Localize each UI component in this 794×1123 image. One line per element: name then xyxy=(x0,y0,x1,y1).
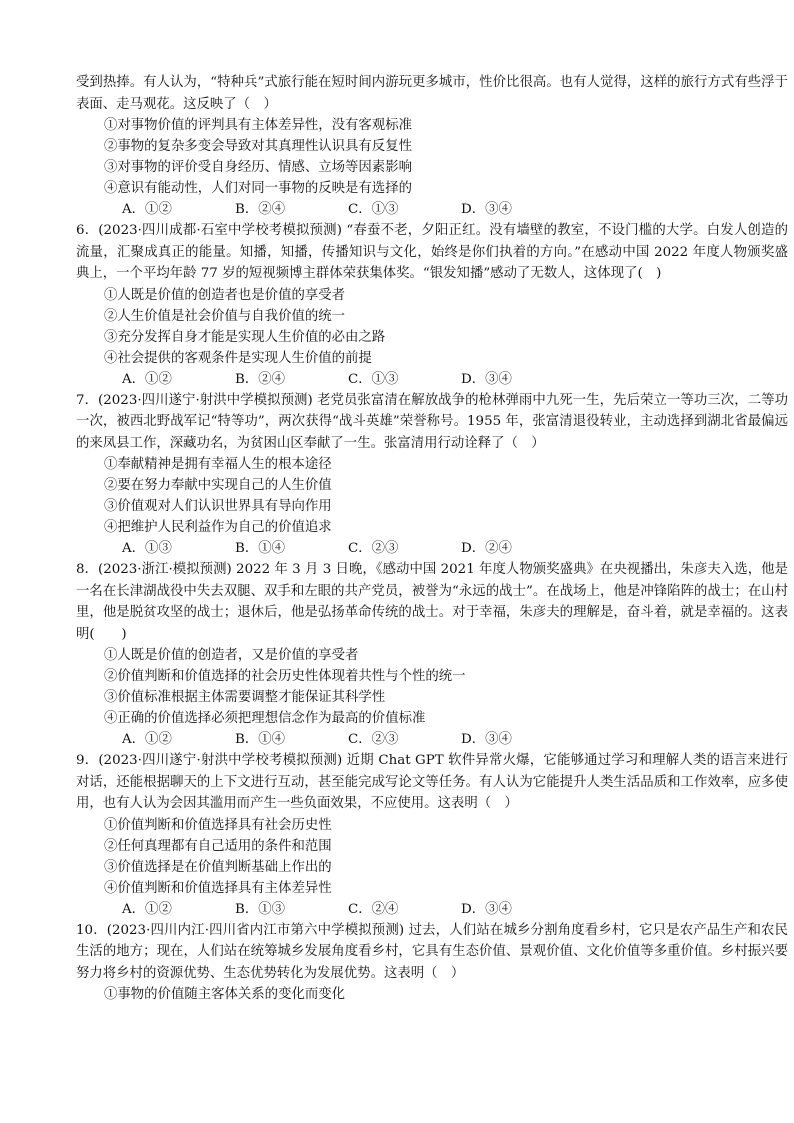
statement-option: ①人既是价值的创造者，又是价值的享受者 xyxy=(104,648,359,663)
answer-choice: B．①④ xyxy=(235,541,286,556)
answer-choice: D．②④ xyxy=(461,541,512,556)
statement-option: ④社会提供的客观条件是实现人生价值的前提 xyxy=(104,350,372,366)
question-text: 9．(2023·四川遂宁·射洪中学校考模拟预测) 近期 Chat GPT 软件异常火爆，它能够通过学习和理解人类的语言来进行对话，还能根据聊天的上下文进行互动，甚至能完成写论文等任务。有人认为它能提升人类生活品质和工作效率，应多使用，也有人认为会因其滥用而产生一些负面效果，不应使用。这表明（ ） xyxy=(76,753,788,811)
answer-choices xyxy=(76,538,788,559)
statement-option: ①奉献精神是拥有幸福人生的根本途径 xyxy=(104,457,332,472)
statement-option: ④正确的价值选择必须把理想信念作为最高的价值标准 xyxy=(104,711,426,726)
question-block xyxy=(76,920,788,1006)
statement-option: ④价值判断和价值选择具有主体差异性 xyxy=(104,880,332,896)
statement-option: ②人生价值是社会价值与自我价值的统一 xyxy=(104,308,346,324)
question-list xyxy=(76,72,788,1005)
answer-choice: C．②③ xyxy=(348,732,399,747)
statement-option: ①价值判断和价值选择具有社会历史性 xyxy=(104,817,332,833)
answer-choice: A．①③ xyxy=(122,541,172,556)
answer-choice: D．③④ xyxy=(461,371,512,387)
statement-option: ③充分发挥自身才能是实现人生价值的必由之路 xyxy=(104,329,386,345)
question-block xyxy=(76,750,788,920)
question-block xyxy=(76,220,788,390)
answer-choices xyxy=(76,369,788,390)
answer-choice: A．①② xyxy=(122,371,172,387)
question-text: 受到热捧。有人认为，“特种兵”式旅行能在短时间内游玩更多城市，性价比很高。也有人觉得，这样的旅行方式有些浮于表面、走马观花。这反映了（ ） xyxy=(76,75,788,112)
answer-choice: C．①③ xyxy=(348,371,399,387)
question-text: 8．(2023·浙江·模拟预测) 2022 年 3 月 3 日晚，《感动中国 2021 年度人物颁奖盛典》在央视播出，朱彦夫入选，他是一名在长津湖战役中失去双腿、双手和左眼的共产党员，被誉为“永远的战士”。在战场上，他是冲锋陷阵的战士；在山村里，他是脱贫攻坚的战士；退休后，他是弘扬革命传统的战士。对于幸福，朱彦夫的理解是，奋斗着，就是幸福的。这表明( ) xyxy=(76,562,788,642)
answer-choice: A．①② xyxy=(122,732,172,747)
statement-option: ②价值判断和价值选择的社会历史性体现着共性与个性的统一 xyxy=(104,669,466,684)
statement-option: ③价值选择是在价值判断基础上作出的 xyxy=(104,859,332,875)
question-text: 7．(2023·四川遂宁·射洪中学模拟预测) 老党员张富清在解放战争的枪林弹雨中九死一生，先后荣立一等功三次，二等功一次，被西北野战军记“特等功”，两次获得“战斗英雄”荣誉称号。1955 年，张富清退役转业，主动选择到湖北省最偏远的来凤县工作，深藏功名，为贫困山区奉献了一生。张富清用行动诠释了（ ） xyxy=(76,392,788,451)
statement-option: ④意识有能动性，人们对同一事物的反映是有选择的 xyxy=(104,181,412,196)
answer-choice: D．③④ xyxy=(461,901,512,917)
statement-option: ③价值标准根据主体需要调整才能保证其科学性 xyxy=(104,690,386,705)
answer-choices xyxy=(76,199,788,220)
answer-choice: A．①② xyxy=(122,901,172,917)
statement-option: ④把维护人民利益作为自己的价值追求 xyxy=(104,520,332,535)
statement-option: ②事物的复杂多变会导致对其真理性认识具有反复性 xyxy=(104,139,412,154)
statement-option: ②任何真理都有自己适用的条件和范围 xyxy=(104,838,332,854)
answer-choice: B．②④ xyxy=(235,371,286,387)
question-block xyxy=(76,72,788,220)
question-block xyxy=(76,390,788,560)
answer-choices xyxy=(76,729,788,750)
answer-choice: D．③④ xyxy=(461,732,512,747)
statement-option: ②要在努力奉献中实现自己的人生价值 xyxy=(104,478,332,493)
answer-choice: B．①④ xyxy=(235,732,286,747)
answer-choice: D．③④ xyxy=(461,202,512,217)
question-text: 6．(2023·四川成都·石室中学校考模拟预测) “春蚕不老，夕阳正红。没有墙壁的教室，不设门槛的大学。白发人创造的流量，汇聚成真正的能量。知播，知播，传播知识与文化，始终是你们执着的方向。”在感动中国 2022 年度人物颁奖盛典上，一个平均年龄 77 岁的短视频博主群体荣获集体奖。“银发知播”感动了无数人，这体现了( ) xyxy=(76,223,788,281)
statement-option: ①人既是价值的创造者也是价值的享受者 xyxy=(104,287,346,303)
statement-option: ③价值观对人们认识世界具有导向作用 xyxy=(104,499,332,514)
statement-option: ③对事物的评价受自身经历、情感、立场等因素影响 xyxy=(104,160,412,175)
answer-choice: C．①③ xyxy=(348,202,399,217)
answer-choice: B．①③ xyxy=(235,901,286,917)
answer-choice: C．②④ xyxy=(348,901,399,917)
answer-choice: B．②④ xyxy=(235,202,286,217)
statement-option: ①事物的价值随主客体关系的变化而变化 xyxy=(104,987,346,1002)
answer-choice: A．①② xyxy=(122,202,172,217)
question-text: 10．(2023·四川内江·四川省内江市第六中学模拟预测) 过去，人们站在城乡分割角度看乡村，它只是农产品生产和农民生活的地方；现在，人们站在统筹城乡发展角度看乡村，它具有生态价值、景观价值、文化价值等多重价值。乡村振兴要努力将乡村的资源优势、生态优势转化为发展优势。这表明（ ） xyxy=(76,922,788,981)
answer-choice: C．②③ xyxy=(348,541,399,556)
statement-option: ①对事物价值的评判具有主体差异性，没有客观标准 xyxy=(104,118,412,133)
answer-choices xyxy=(76,899,788,920)
question-block xyxy=(76,559,788,750)
